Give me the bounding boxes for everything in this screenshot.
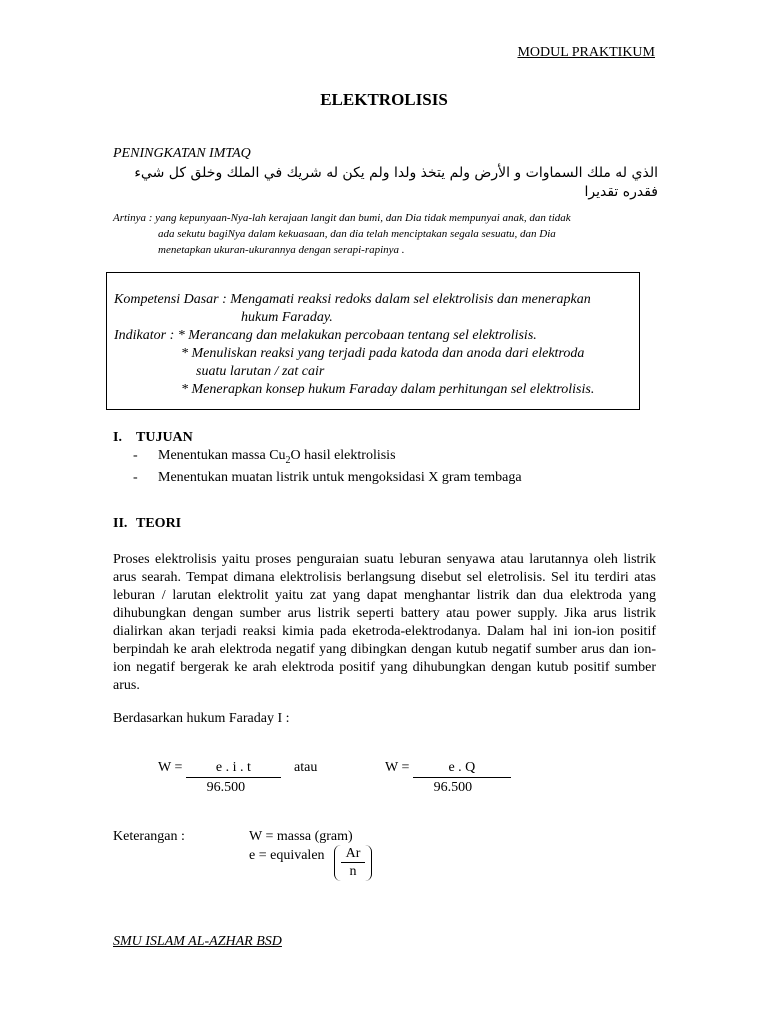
list-item [133,469,522,486]
verse-translation [113,210,658,258]
n-denominator: n [349,864,357,879]
section-title: TEORI [136,516,182,531]
section-teori-heading [113,516,181,532]
fraction-numerator: e . Q [413,760,511,778]
section-number: II. [113,516,128,531]
arabic-verse: الذي له ملك السماوات و الأرض ولم يتخذ ولدا ولم يكن له شريك في الملك وخلق كل شيء فقدره تقديرا [134,165,658,200]
kompetensi-line: Kompetensi Dasar : Mengamati reaksi redoks dalam sel elektrolisis dan menerapkan [114,292,591,307]
equation-lhs: W = [158,760,183,775]
keterangan-w: W = massa (gram) [249,829,353,844]
module-header-label: MODUL PRAKTIKUM [517,45,655,60]
equation-or: atau [294,760,318,775]
indikator-line: * Menerapkan konsep hukum Faraday dalam perhitungan sel elektrolisis. [181,382,595,397]
equation-lhs: W = [385,760,410,775]
fraction-denominator: 96.500 [433,780,473,795]
ar-over-n-fraction [334,845,372,881]
section-title: TUJUAN [136,430,193,445]
page-title: ELEKTROLISIS [320,90,448,109]
indikator-line: Indikator : * Merancang dan melakukan percobaan tentang sel elektrolisis. [114,328,537,343]
faraday-intro: Berdasarkan hukum Faraday I : [113,711,290,726]
ar-numerator: Ar [341,846,365,863]
list-item [133,447,522,469]
faraday-equation-2 [385,760,511,796]
list-dash: - [133,448,138,463]
list-item-text: Menentukan muatan listrik untuk mengoksidasi X gram tembaga [158,469,522,485]
faraday-equation-1 [158,760,281,796]
imtaq-heading: PENINGKATAN IMTAQ [113,146,251,161]
section-number: I. [113,430,122,445]
kompetensi-box [106,272,640,410]
list-item-text: Menentukan massa $Cu_2O$ hasil elektrolisis [158,448,396,466]
indikator-line: suatu larutan / zat cair [196,364,325,379]
section-tujuan-heading [113,430,193,446]
school-footer: SMU ISLAM AL-AZHAR BSD [113,934,282,949]
translation-line-1: Artinya : yang kepunyaan-Nya-lah kerajaan langit dan bumi, dan Dia tidak mempunyai anak, dan tidak [113,212,571,224]
teori-paragraph: Proses elektrolisis yaitu proses penguraian suatu leburan senyawa atau larutannya oleh listrik arus searah. Tempat dimana elektrolisis berlangsung disebut sel eletrolisis. Sel itu terdiri atas leburan / larutan elektrolit yaitu zat yang dapat menghantar listrik dan dua elektroda yang dihubungkan dengan sumber arus listrik seperti battery atau power supply. Jika arus listrik dialirkan akan terjadi reaksi kimia pada eketroda-elektrodanya. Dalam hal ini ion-ion positif berpindah ke arah elektroda negatif yang dibingkan dengan kutub negatif sumber arus dan ion-ion negatif bergerak ke arah elektroda positif yang dihubungkan dengan kutub positif sumber arus. [113,552,656,693]
tujuan-list [133,447,522,486]
fraction-denominator: 96.500 [206,780,246,795]
kompetensi-line: hukum Faraday. [241,310,333,325]
translation-line-2: ada sekutu bagiNya dalam kekuasaan, dan dia telah menciptakan segala sesuatu, dan Dia [158,228,556,240]
keterangan-e: e = equivalen [249,848,325,863]
fraction-numerator: e . i . t [186,760,281,778]
keterangan-label: Keterangan : [113,829,185,844]
equation-fraction [413,760,511,796]
translation-line-3: menetapkan ukuran-ukurannya dengan serapi-rapinya . [158,244,405,256]
list-dash: - [133,469,138,485]
equation-fraction [186,760,281,796]
indikator-line: * Menuliskan reaksi yang terjadi pada katoda dan anoda dari elektroda [181,346,585,361]
